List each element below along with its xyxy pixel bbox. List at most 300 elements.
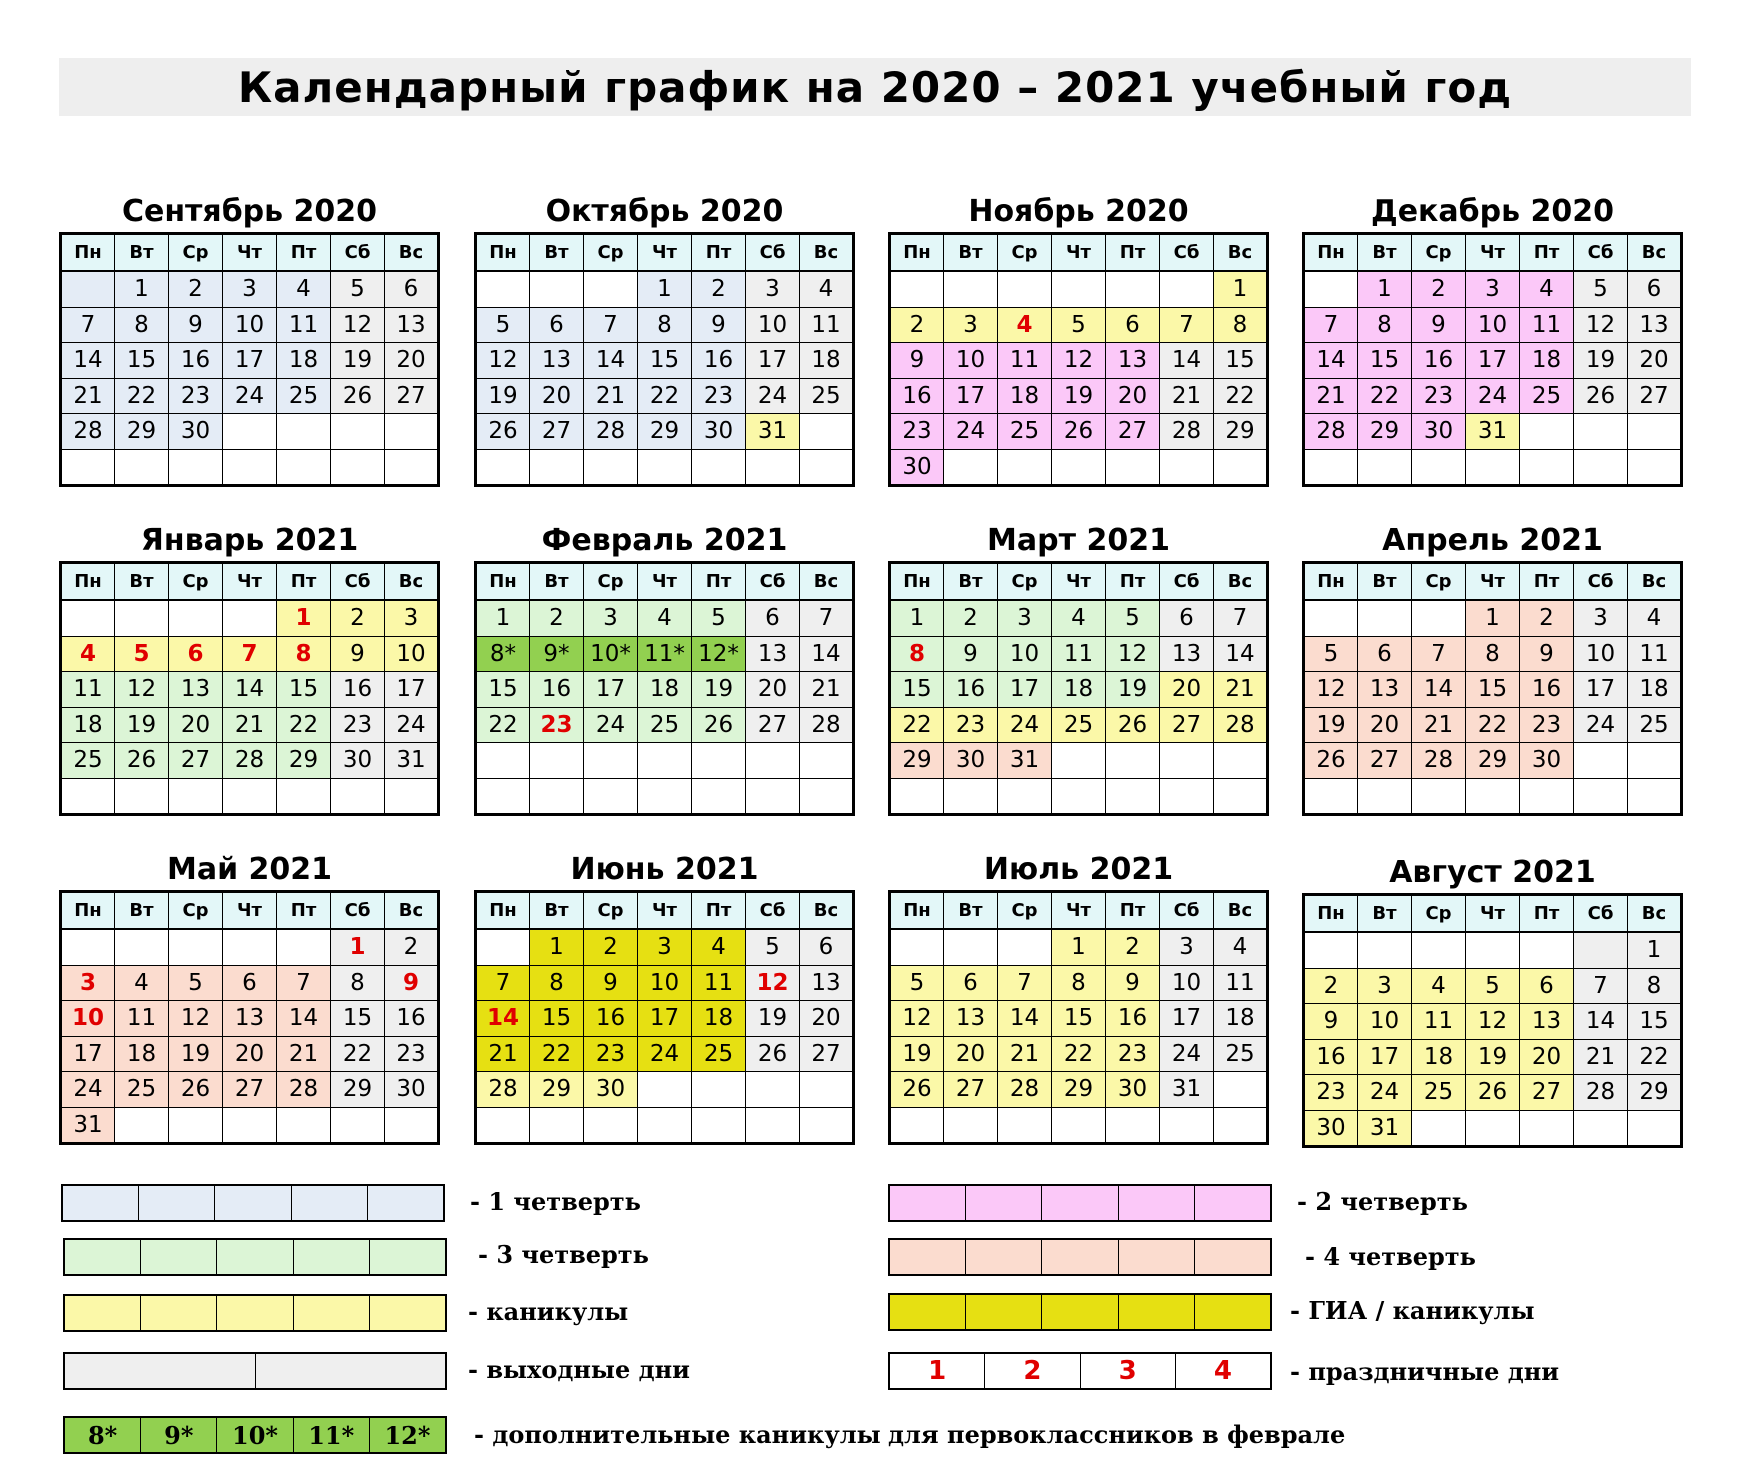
week-row (890, 449, 1268, 486)
day-cell: 28 (1304, 414, 1358, 450)
legend-swatch-q4 (888, 1238, 1272, 1276)
legend-label-gia: - ГИА / каникулы (1290, 1296, 1535, 1325)
day-cell: 23 (890, 414, 944, 450)
day-cell: 15 (638, 343, 692, 379)
empty-cell (115, 449, 169, 486)
month-title: Январь 2021 (140, 523, 359, 558)
day-cell: 31 (1358, 1110, 1412, 1147)
day-cell: 26 (1106, 707, 1160, 743)
day-cell: 30 (385, 1072, 439, 1108)
month-title: Сентябрь 2020 (121, 194, 378, 229)
day-cell: 10 (638, 965, 692, 1001)
empty-cell (584, 271, 638, 307)
day-cell: 18 (1214, 1001, 1268, 1037)
day-cell: 3 (1358, 968, 1412, 1004)
day-cell: 31 (746, 414, 800, 450)
month-title: Май 2021 (166, 852, 333, 887)
day-cell: 15 (1358, 343, 1412, 379)
day-cell: 21 (223, 707, 277, 743)
month-sep-2020 (59, 192, 440, 487)
day-cell: 8 (277, 636, 331, 672)
extra-sample: 10* (217, 1418, 293, 1452)
week-row (476, 378, 854, 414)
empty-cell (800, 449, 854, 486)
month-grid (888, 561, 1269, 816)
weekday-label: Сб (746, 234, 800, 272)
month-jul-2021 (888, 850, 1269, 1145)
day-cell: 6 (385, 271, 439, 307)
day-cell: 8 (331, 965, 385, 1001)
empty-cell (1412, 932, 1466, 968)
empty-cell (1628, 449, 1682, 486)
day-cell: 11 (692, 965, 746, 1001)
day-cell: 21 (1574, 1039, 1628, 1075)
empty-cell (223, 778, 277, 815)
day-cell: 2 (584, 929, 638, 965)
weekday-label: Чт (638, 892, 692, 930)
day-cell: 28 (584, 414, 638, 450)
empty-cell (1358, 932, 1412, 968)
day-cell: 19 (746, 1001, 800, 1037)
week-row (476, 1072, 854, 1108)
day-cell: 13 (1628, 307, 1682, 343)
day-cell: 7 (476, 965, 530, 1001)
empty-cell (476, 1107, 530, 1144)
empty-cell (1628, 778, 1682, 815)
day-cell: 13 (1106, 343, 1160, 379)
day-cell: 7 (1160, 307, 1214, 343)
holiday-sample: 3 (1081, 1354, 1176, 1388)
day-cell: 30 (944, 743, 998, 779)
day-cell: 23 (169, 378, 223, 414)
day-cell: 26 (1052, 414, 1106, 450)
day-cell: 6 (530, 307, 584, 343)
day-cell: 6 (800, 929, 854, 965)
extra-sample: 12* (370, 1418, 445, 1452)
day-cell: 23 (944, 707, 998, 743)
weekday-label: Пн (890, 563, 944, 601)
empty-cell (944, 271, 998, 307)
week-row (1304, 449, 1682, 486)
week-row (1304, 968, 1682, 1004)
day-cell: 10 (1466, 307, 1520, 343)
weekday-label: Вт (530, 563, 584, 601)
day-cell: 18 (692, 1001, 746, 1037)
day-cell: 8 (1466, 636, 1520, 672)
empty-cell (1304, 932, 1358, 968)
day-cell: 17 (1574, 672, 1628, 708)
day-cell: 21 (1214, 672, 1268, 708)
day-cell: 15 (530, 1001, 584, 1037)
day-cell: 30 (890, 449, 944, 486)
weekday-label: Вт (115, 892, 169, 930)
weekday-label: Ср (584, 563, 638, 601)
day-cell: 27 (1160, 707, 1214, 743)
day-cell: 15 (476, 672, 530, 708)
day-cell: 24 (1358, 1075, 1412, 1111)
day-cell: 17 (61, 1036, 115, 1072)
day-cell: 25 (61, 743, 115, 779)
day-cell: 22 (1628, 1039, 1682, 1075)
month-grid (59, 561, 440, 816)
empty-cell (1628, 1110, 1682, 1147)
month-title: Ноябрь 2020 (968, 194, 1189, 229)
empty-cell (1358, 778, 1412, 815)
month-grid (59, 890, 440, 1145)
day-cell: 6 (1628, 271, 1682, 307)
empty-cell (1160, 271, 1214, 307)
day-cell: 13 (223, 1001, 277, 1037)
weekday-label: Пн (890, 892, 944, 930)
day-cell: 9 (584, 965, 638, 1001)
day-cell: 14 (61, 343, 115, 379)
day-cell: 4 (115, 965, 169, 1001)
week-row (1304, 1004, 1682, 1040)
week-row (1304, 932, 1682, 968)
day-cell: 5 (169, 965, 223, 1001)
weekday-label: Вт (530, 892, 584, 930)
empty-cell (530, 271, 584, 307)
weekday-label: Вс (1214, 892, 1268, 930)
day-cell: 22 (115, 378, 169, 414)
day-cell: 19 (331, 343, 385, 379)
week-row (476, 343, 854, 379)
empty-cell (277, 778, 331, 815)
legend-label-q4: - 4 четверть (1305, 1242, 1476, 1271)
weekday-label: Пт (1106, 563, 1160, 601)
day-cell: 16 (1520, 672, 1574, 708)
empty-cell (223, 1107, 277, 1144)
day-cell: 30 (692, 414, 746, 450)
empty-cell (1106, 449, 1160, 486)
day-cell: 22 (890, 707, 944, 743)
week-row (1304, 672, 1682, 708)
day-cell: 4 (61, 636, 115, 672)
day-cell: 7 (1304, 307, 1358, 343)
day-cell: 11 (61, 672, 115, 708)
week-row (61, 449, 439, 486)
day-cell: 31 (998, 743, 1052, 779)
weekday-label: Вт (115, 563, 169, 601)
week-row (61, 1001, 439, 1037)
day-cell: 17 (1358, 1039, 1412, 1075)
empty-cell (1412, 600, 1466, 636)
day-cell: 11 (1628, 636, 1682, 672)
day-cell: 16 (1304, 1039, 1358, 1075)
empty-cell (746, 449, 800, 486)
weekday-label: Ср (998, 892, 1052, 930)
day-cell: 13 (169, 672, 223, 708)
weekday-label: Ср (169, 234, 223, 272)
empty-cell (692, 449, 746, 486)
day-cell: 12* (692, 636, 746, 672)
weekday-label: Вт (1358, 563, 1412, 601)
empty-cell (746, 743, 800, 779)
day-cell: 4 (800, 271, 854, 307)
day-cell: 1 (1466, 600, 1520, 636)
day-cell: 4 (1052, 600, 1106, 636)
day-cell: 20 (385, 343, 439, 379)
empty-cell (223, 600, 277, 636)
day-cell: 7 (1574, 968, 1628, 1004)
day-cell: 2 (890, 307, 944, 343)
empty-cell (331, 778, 385, 815)
day-cell: 10 (223, 307, 277, 343)
extra-sample: 11* (294, 1418, 370, 1452)
day-cell: 20 (1520, 1039, 1574, 1075)
week-row (61, 636, 439, 672)
day-cell: 12 (115, 672, 169, 708)
week-row (476, 965, 854, 1001)
holiday-sample: 2 (985, 1354, 1080, 1388)
week-row (890, 1001, 1268, 1037)
weekday-label: Чт (223, 234, 277, 272)
day-cell: 10* (584, 636, 638, 672)
day-cell: 3 (998, 600, 1052, 636)
empty-cell (800, 414, 854, 450)
day-cell: 6 (944, 965, 998, 1001)
day-cell: 10 (61, 1001, 115, 1037)
empty-cell (1304, 600, 1358, 636)
day-cell: 23 (331, 707, 385, 743)
day-cell: 3 (1466, 271, 1520, 307)
weekday-label: Ср (584, 892, 638, 930)
day-cell: 22 (331, 1036, 385, 1072)
weekday-label: Вт (1358, 234, 1412, 272)
month-grid (474, 232, 855, 487)
month-aug-2021 (1302, 853, 1683, 1148)
day-cell: 1 (331, 929, 385, 965)
empty-cell (223, 414, 277, 450)
day-cell: 28 (476, 1072, 530, 1108)
day-cell: 3 (1574, 600, 1628, 636)
day-cell: 16 (1412, 343, 1466, 379)
day-cell: 2 (1520, 600, 1574, 636)
day-cell: 17 (998, 672, 1052, 708)
day-cell: 16 (1106, 1001, 1160, 1037)
empty-cell (115, 1107, 169, 1144)
day-cell: 30 (1304, 1110, 1358, 1147)
day-cell: 18 (1628, 672, 1682, 708)
day-cell: 26 (1574, 378, 1628, 414)
day-cell: 4 (998, 307, 1052, 343)
legend-swatch-q2 (888, 1184, 1272, 1222)
empty-cell (890, 929, 944, 965)
day-cell: 5 (692, 600, 746, 636)
day-cell: 5 (331, 271, 385, 307)
month-jun-2021 (474, 850, 855, 1145)
weekday-header (61, 563, 439, 601)
day-cell: 23 (692, 378, 746, 414)
empty-cell (692, 1107, 746, 1144)
day-cell: 1 (476, 600, 530, 636)
day-cell: 28 (223, 743, 277, 779)
day-cell: 10 (385, 636, 439, 672)
day-cell: 19 (169, 1036, 223, 1072)
weekday-label: Пн (61, 563, 115, 601)
empty-cell (1106, 778, 1160, 815)
legend-swatch-holidays (888, 1352, 1272, 1390)
month-jan-2021 (59, 521, 440, 816)
day-cell: 26 (746, 1036, 800, 1072)
weekday-label: Пн (476, 563, 530, 601)
week-row (1304, 778, 1682, 815)
day-cell: 1 (115, 271, 169, 307)
day-cell: 18 (1520, 343, 1574, 379)
day-cell: 5 (1466, 968, 1520, 1004)
weekday-header (890, 563, 1268, 601)
day-cell: 23 (1520, 707, 1574, 743)
weekday-label: Вс (1214, 563, 1268, 601)
day-cell: 9 (692, 307, 746, 343)
empty-cell (1052, 271, 1106, 307)
day-cell: 16 (692, 343, 746, 379)
empty-cell (169, 600, 223, 636)
day-cell: 25 (115, 1072, 169, 1108)
empty-cell (998, 449, 1052, 486)
week-row (61, 271, 439, 307)
weekday-label: Сб (1160, 892, 1214, 930)
empty-cell (1412, 778, 1466, 815)
empty-cell (1574, 449, 1628, 486)
week-row (1304, 1039, 1682, 1075)
day-cell: 5 (115, 636, 169, 672)
day-cell: 7 (1214, 600, 1268, 636)
week-row (890, 707, 1268, 743)
empty-cell (115, 929, 169, 965)
empty-cell (638, 743, 692, 779)
day-cell: 15 (890, 672, 944, 708)
day-cell: 12 (169, 1001, 223, 1037)
legend-label-q1: - 1 четверть (470, 1187, 641, 1216)
weekday-label: Сб (331, 563, 385, 601)
day-cell: 9* (530, 636, 584, 672)
empty-cell (998, 778, 1052, 815)
day-cell: 18 (1052, 672, 1106, 708)
day-cell: 16 (385, 1001, 439, 1037)
weekday-label: Пн (61, 234, 115, 272)
legend-swatch-vacation (63, 1294, 447, 1332)
empty-cell (1106, 271, 1160, 307)
day-cell: 29 (1466, 743, 1520, 779)
empty-cell (1052, 449, 1106, 486)
empty-cell (638, 1072, 692, 1108)
weekday-label: Пт (1520, 895, 1574, 933)
day-cell: 8 (115, 307, 169, 343)
empty-cell (1628, 743, 1682, 779)
day-cell: 4 (1520, 271, 1574, 307)
week-row (476, 271, 854, 307)
empty-cell (1574, 1110, 1628, 1147)
day-cell: 5 (1574, 271, 1628, 307)
legend-swatch-weekend (63, 1352, 447, 1390)
day-cell: 24 (1466, 378, 1520, 414)
day-cell: 15 (1214, 343, 1268, 379)
day-cell: 15 (1052, 1001, 1106, 1037)
day-cell: 31 (385, 743, 439, 779)
empty-cell (1574, 414, 1628, 450)
holiday-sample: 4 (1213, 1356, 1232, 1386)
empty-cell (1304, 778, 1358, 815)
week-row (890, 307, 1268, 343)
weekday-label: Вт (944, 892, 998, 930)
weekday-label: Вс (800, 563, 854, 601)
day-cell: 17 (746, 343, 800, 379)
weekday-label: Вс (385, 563, 439, 601)
empty-cell (692, 1072, 746, 1108)
week-row (476, 929, 854, 965)
week-row (1304, 1110, 1682, 1147)
day-cell: 27 (1520, 1075, 1574, 1111)
weekday-label: Пн (476, 892, 530, 930)
month-apr-2021 (1302, 521, 1683, 816)
empty-cell (1466, 932, 1520, 968)
month-grid (474, 561, 855, 816)
day-cell: 27 (1106, 414, 1160, 450)
weekday-label: Чт (1466, 234, 1520, 272)
empty-cell (476, 743, 530, 779)
day-cell: 5 (1106, 600, 1160, 636)
empty-cell (746, 1107, 800, 1144)
week-row (890, 414, 1268, 450)
day-cell: 22 (277, 707, 331, 743)
day-cell: 15 (1466, 672, 1520, 708)
holiday-sample: 1 (890, 1354, 985, 1388)
day-cell: 2 (331, 600, 385, 636)
day-cell: 3 (638, 929, 692, 965)
week-row (1304, 378, 1682, 414)
day-cell: 14 (1160, 343, 1214, 379)
month-title: Июль 2021 (983, 852, 1174, 887)
day-cell: 20 (1628, 343, 1682, 379)
weekday-label: Чт (223, 563, 277, 601)
day-cell: 2 (1412, 271, 1466, 307)
month-title: Август 2021 (1389, 855, 1596, 890)
week-row (476, 778, 854, 815)
day-cell: 27 (746, 707, 800, 743)
day-cell: 1 (638, 271, 692, 307)
weekday-label: Чт (1466, 563, 1520, 601)
day-cell: 14 (1304, 343, 1358, 379)
weekday-label: Чт (1466, 895, 1520, 933)
day-cell: 11 (1214, 965, 1268, 1001)
day-cell: 19 (692, 672, 746, 708)
legend-label-vacation: - каникулы (468, 1297, 629, 1326)
day-cell: 6 (169, 636, 223, 672)
weekday-header (1304, 563, 1682, 601)
day-cell: 27 (223, 1072, 277, 1108)
day-cell: 29 (638, 414, 692, 450)
weekday-label: Сб (1574, 895, 1628, 933)
day-cell: 11 (998, 343, 1052, 379)
day-cell: 2 (944, 600, 998, 636)
day-cell: 12 (746, 965, 800, 1001)
weekday-label: Сб (1160, 563, 1214, 601)
day-cell: 1 (1214, 271, 1268, 307)
day-cell: 28 (800, 707, 854, 743)
day-cell: 26 (476, 414, 530, 450)
day-cell: 25 (1214, 1036, 1268, 1072)
day-cell: 18 (638, 672, 692, 708)
empty-cell (61, 271, 115, 307)
empty-cell (1520, 932, 1574, 968)
legend-label-weekend: - выходные дни (468, 1355, 690, 1384)
day-cell: 20 (1358, 707, 1412, 743)
day-cell: 8 (890, 636, 944, 672)
day-cell: 25 (1520, 378, 1574, 414)
day-cell: 28 (1214, 707, 1268, 743)
day-cell: 11* (638, 636, 692, 672)
